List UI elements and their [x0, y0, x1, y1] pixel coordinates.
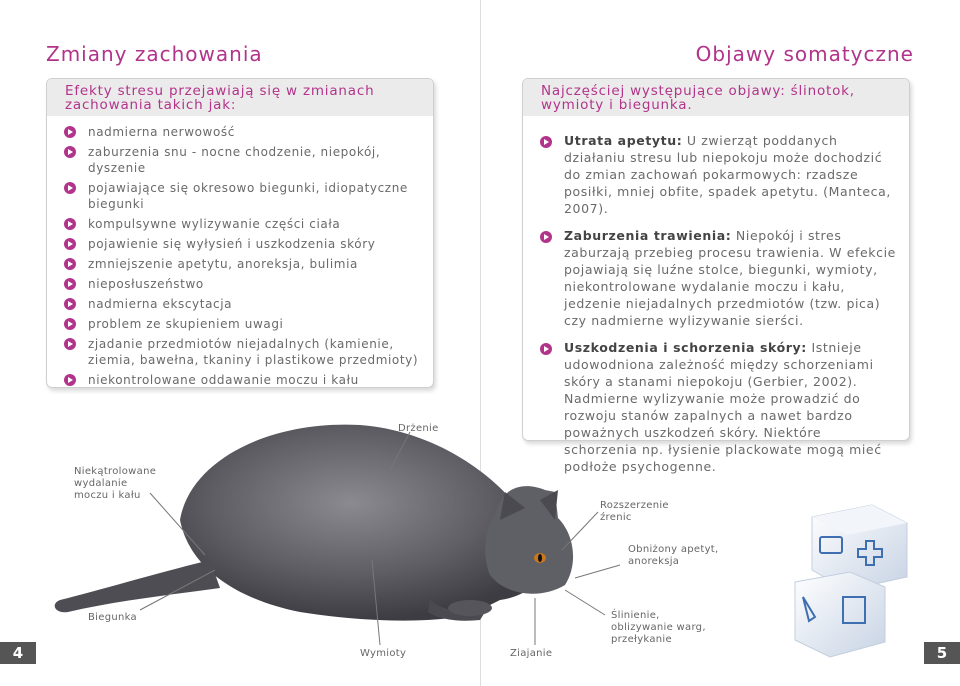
- symptom-text: Istnieje udowodniona zależność między schorzeniami skóry a stanami niepokoju (Gerbier, 2002). Nadmierne wylizywanie może prowadzić do rozwoju stanów zapalnych a nawet bardzo poważnych uszkodzeń skóry. Niektóre schorzenia np. łysienie plackowate mogą mieć podłoże psychogenne.: [564, 340, 882, 474]
- list-item: zmniejszenie apetytu, anoreksja, bulimia: [64, 256, 424, 272]
- callout-drzenie: Drżenie: [398, 423, 439, 434]
- list-item: nadmierna nerwowość: [64, 124, 424, 140]
- list-item: kompulsywne wylizywanie części ciała: [64, 216, 424, 232]
- list-item: pojawiające się okresowo biegunki, idiopatyczne biegunki: [64, 180, 424, 212]
- dice-lower: [795, 572, 885, 657]
- list-item: zjadanie przedmiotów niejadalnych (kamienie, ziemia, bawełna, tkaniny i plastikowe przedmioty): [64, 336, 424, 368]
- symptom-term: Uszkodzenia i schorzenia skóry:: [564, 340, 807, 355]
- callout-apetyt: Obniżony apetyt, anoreksja: [628, 544, 719, 567]
- symptom-text: Niepokój i stres zaburzają przebieg procesu trawienia. W efekcie pojawiają się luźne stolce, biegunki, wymioty, niekontrolowane wydalanie moczu i kału, jedzenie niejadalnych przedmiotów (tzw. pica) czy nadmierne wylizywanie sierści.: [564, 228, 896, 328]
- left-page-title: Zmiany zachowania: [46, 42, 263, 66]
- symptoms-box-heading: Najczęściej występujące objawy: ślinotok, wymioty i biegunka.: [523, 79, 909, 116]
- page-number-right: 5: [924, 642, 960, 664]
- callout-biegunka: Biegunka: [88, 612, 137, 623]
- right-page-title: Objawy somatyczne: [695, 42, 914, 66]
- list-item: nadmierna ekscytacja: [64, 296, 424, 312]
- cat-tail: [55, 560, 220, 612]
- symptom-term: Zaburzenia trawienia:: [564, 228, 732, 243]
- page-number-left: 4: [0, 642, 36, 664]
- callout-niekontrolowane: Niekątrolowane wydalanie moczu i kału: [74, 466, 157, 501]
- callout-zrenic: Rozszerzenie źrenic: [600, 500, 669, 523]
- list-item: pojawienie się wyłysień i uszkodzenia skóry: [64, 236, 424, 252]
- list-item: nieposłuszeństwo: [64, 276, 424, 292]
- callout-slinienie: Ślinienie, oblizywanie warg, przełykanie: [611, 610, 706, 645]
- behavior-box-heading: Efekty stresu przejawiają się w zmianach zachowania takich jak:: [47, 79, 433, 116]
- list-item: niekontrolowane oddawanie moczu i kału: [64, 372, 424, 388]
- callout-ziajanie: Ziajanie: [510, 648, 553, 659]
- callout-wymioty: Wymioty: [360, 648, 407, 659]
- symptom-term: Utrata apetytu:: [564, 133, 683, 148]
- list-item: problem ze skupieniem uwagi: [64, 316, 424, 332]
- list-item: zaburzenia snu - nocne chodzenie, niepokój, dyszenie: [64, 144, 424, 176]
- symptom-text: U zwierząt poddanych działaniu stresu lub niepokoju może dochodzić do zmian zachowań pokarmowych: rzadsze posiłki, mniej obfite, spadek apetytu. (Manteca, 2007).: [564, 133, 891, 216]
